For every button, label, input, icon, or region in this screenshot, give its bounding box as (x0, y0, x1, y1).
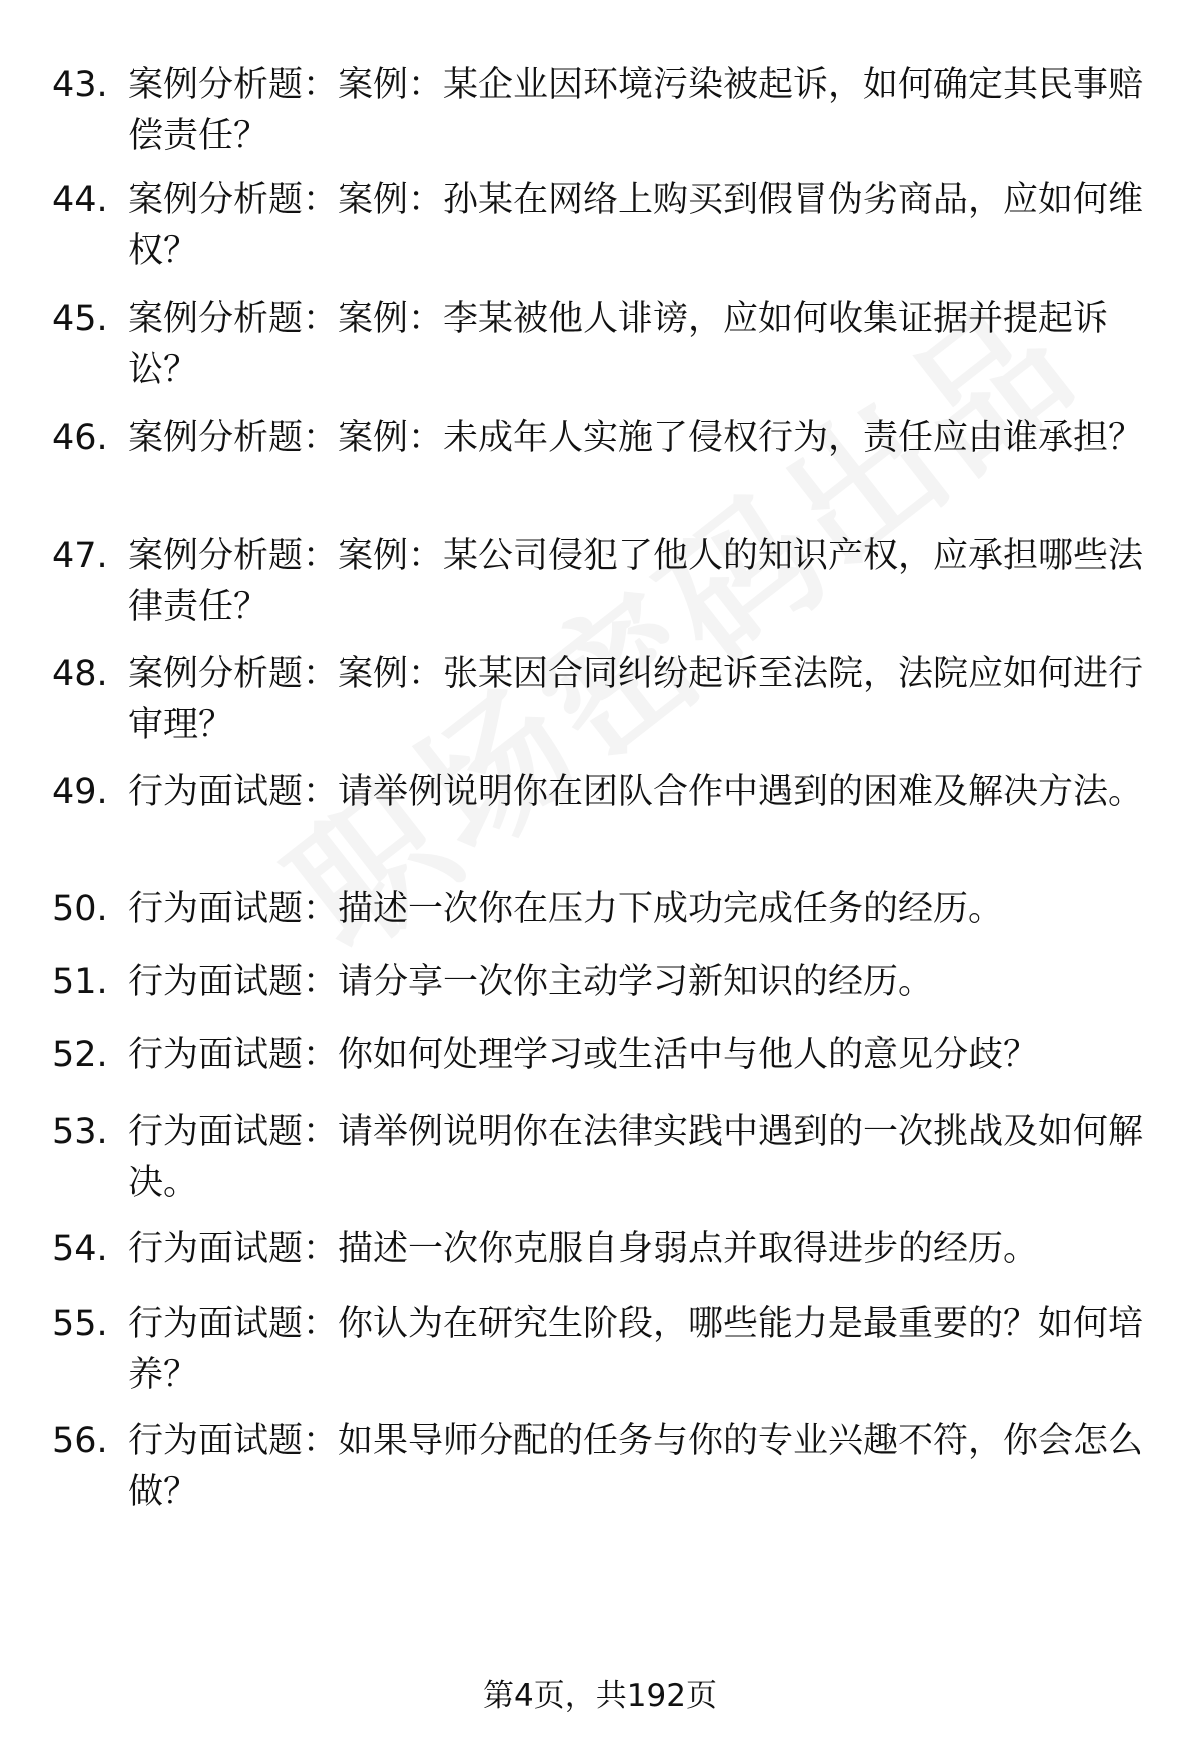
question-number: 46. (52, 418, 108, 458)
question-number: 55. (52, 1304, 108, 1344)
question-number: 47. (52, 536, 108, 576)
question-number: 44. (52, 180, 108, 220)
question-text: 案例分析题：案例：未成年人实施了侵权行为，责任应由谁承担？ (128, 418, 1144, 458)
question-text: 案例分析题：案例：某公司侵犯了他人的知识产权，应承担哪些法律责任？ (128, 536, 1144, 627)
question-number: 54. (52, 1229, 108, 1269)
question-text: 行为面试题：请分享一次你主动学习新知识的经历。 (128, 962, 934, 1002)
page-footer: 第4页，共192页 (483, 1678, 717, 1714)
question-text: 案例分析题：案例：张某因合同纠纷起诉至法院，法院应如何进行审理？ (128, 654, 1144, 745)
question-number: 53. (52, 1112, 108, 1152)
question-text: 行为面试题：你如何处理学习或生活中与他人的意见分歧？ (128, 1035, 1039, 1075)
question-number: 51. (52, 962, 108, 1002)
question-text: 行为面试题：你认为在研究生阶段，哪些能力是最重要的？如何培养？ (128, 1304, 1144, 1395)
question-text: 行为面试题：请举例说明你在法律实践中遇到的一次挑战及如何解决。 (128, 1112, 1144, 1203)
question-number: 48. (52, 654, 108, 694)
question-number: 45. (52, 299, 108, 339)
question-text: 行为面试题：请举例说明你在团队合作中遇到的困难及解决方法。 (128, 772, 1144, 812)
question-text: 案例分析题：案例：孙某在网络上购买到假冒伪劣商品，应如何维权？ (128, 180, 1144, 271)
question-number: 50. (52, 889, 108, 929)
question-text: 案例分析题：案例：李某被他人诽谤，应如何收集证据并提起诉讼？ (128, 299, 1109, 390)
question-number: 52. (52, 1035, 108, 1075)
question-text: 行为面试题：描述一次你克服自身弱点并取得进步的经历。 (128, 1229, 1039, 1269)
question-number: 56. (52, 1421, 108, 1461)
question-text: 行为面试题：如果导师分配的任务与你的专业兴趣不符，你会怎么做？ (128, 1421, 1144, 1512)
question-number: 49. (52, 772, 108, 812)
question-text: 案例分析题：案例：某企业因环境污染被起诉，如何确定其民事赔偿责任？ (128, 65, 1144, 156)
question-text: 行为面试题：描述一次你在压力下成功完成任务的经历。 (128, 889, 1004, 929)
question-number: 43. (52, 65, 108, 105)
